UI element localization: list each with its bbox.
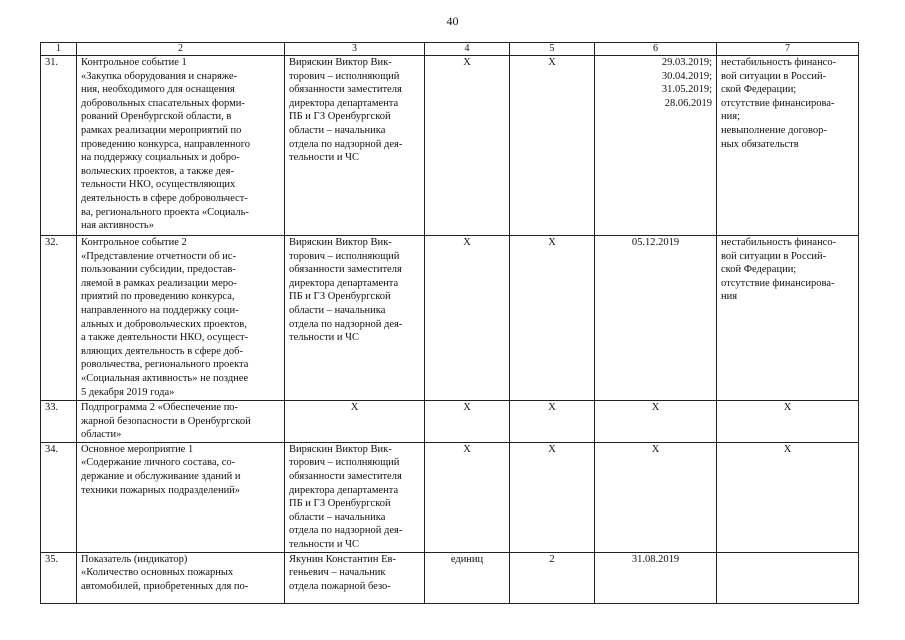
row-number: 35. [41, 552, 77, 603]
column-header: 7 [717, 43, 859, 56]
row-number: 34. [41, 442, 77, 552]
header-row [41, 43, 859, 56]
row-col5: X [510, 56, 595, 236]
table-row [41, 236, 859, 401]
column-header: 6 [595, 43, 717, 56]
row-risks [717, 552, 859, 603]
row-col5: X [510, 236, 595, 401]
row-date: X [595, 442, 717, 552]
row-responsible: Виряскин Виктор Вик- торович – исполняющий обязанности заместителя директора департамента ПБ и ГЗ Оренбургской области – начальника отдела по надзорной дея- тельности и ЧС [285, 442, 425, 552]
row-description: Подпрограмма 2 «Обеспечение по- жарной безопасности в Оренбургской области» [77, 401, 285, 443]
row-col5: X [510, 442, 595, 552]
row-col4: единиц [425, 552, 510, 603]
row-risks: нестабильность финансо- вой ситуации в Россий- ской Федерации; отсутствие финансирова- ния; невыполнение договор- ных обязательств [717, 56, 859, 236]
plan-table [40, 42, 859, 604]
column-header: 4 [425, 43, 510, 56]
row-description: Показатель (индикатор) «Количество основных пожарных автомобилей, приобретенных для по- [77, 552, 285, 603]
row-col5: X [510, 401, 595, 443]
row-col4: X [425, 401, 510, 443]
table-row [41, 442, 859, 552]
table-row [41, 552, 859, 603]
row-date: 05.12.2019 [595, 236, 717, 401]
row-number: 32. [41, 236, 77, 401]
row-responsible: Якунин Константин Ев- геньевич – начальник отдела пожарной безо- [285, 552, 425, 603]
row-date: X [595, 401, 717, 443]
row-risks: нестабильность финансо- вой ситуации в Россий- ской Федерации; отсутствие финансирова- ния [717, 236, 859, 401]
column-header: 2 [77, 43, 285, 56]
row-number: 31. [41, 56, 77, 236]
row-risks: X [717, 401, 859, 443]
row-number: 33. [41, 401, 77, 443]
row-responsible: Виряскин Виктор Вик- торович – исполняющий обязанности заместителя директора департамента ПБ и ГЗ Оренбургской области – начальника отдела по надзорной дея- тельности и ЧС [285, 56, 425, 236]
column-header: 3 [285, 43, 425, 56]
table-row [41, 56, 859, 236]
row-description: Контрольное событие 1 «Закупка оборудования и снаряже- ния, необходимого для оснащения добровольных спасательных форми- рований Оренбургской области, в рамках реализации мероприятий по проведению конкурса, направленного на поддержку социальных и добро- вольческих проектов, а также дея- тельности НКО, осуществляющих деятельность в сфере добровольчест- ва, регионального проекта «Социаль- ная активность» [77, 56, 285, 236]
row-description: Основное мероприятие 1 «Содержание личного состава, со- держание и обслуживание зданий и техники пожарных подразделений» [77, 442, 285, 552]
row-col4: X [425, 442, 510, 552]
row-col4: X [425, 56, 510, 236]
row-responsible: X [285, 401, 425, 443]
row-date: 29.03.2019; 30.04.2019; 31.05.2019; 28.06.2019 [595, 56, 717, 236]
row-date: 31.08.2019 [595, 552, 717, 603]
column-header: 5 [510, 43, 595, 56]
row-risks: X [717, 442, 859, 552]
row-col5: 2 [510, 552, 595, 603]
column-header: 1 [41, 43, 77, 56]
page-number: 40 [446, 14, 459, 28]
row-col4: X [425, 236, 510, 401]
row-responsible: Виряскин Виктор Вик- торович – исполняющий обязанности заместителя директора департамента ПБ и ГЗ Оренбургской области – начальника отдела по надзорной дея- тельности и ЧС [285, 236, 425, 401]
table-row [41, 401, 859, 443]
row-description: Контрольное событие 2 «Представление отчетности об ис- пользовании субсидии, предостав- ляемой в рамках реализации меро- приятий по проведению конкурса, направленного на поддержку соци- альных и добровольческих проектов, а также деятельности НКО, осущест- вляющих деятельность в сфере доб- ровольчества, регионального проекта «Социальная активность» не позднее 5 декабря 2019 года» [77, 236, 285, 401]
